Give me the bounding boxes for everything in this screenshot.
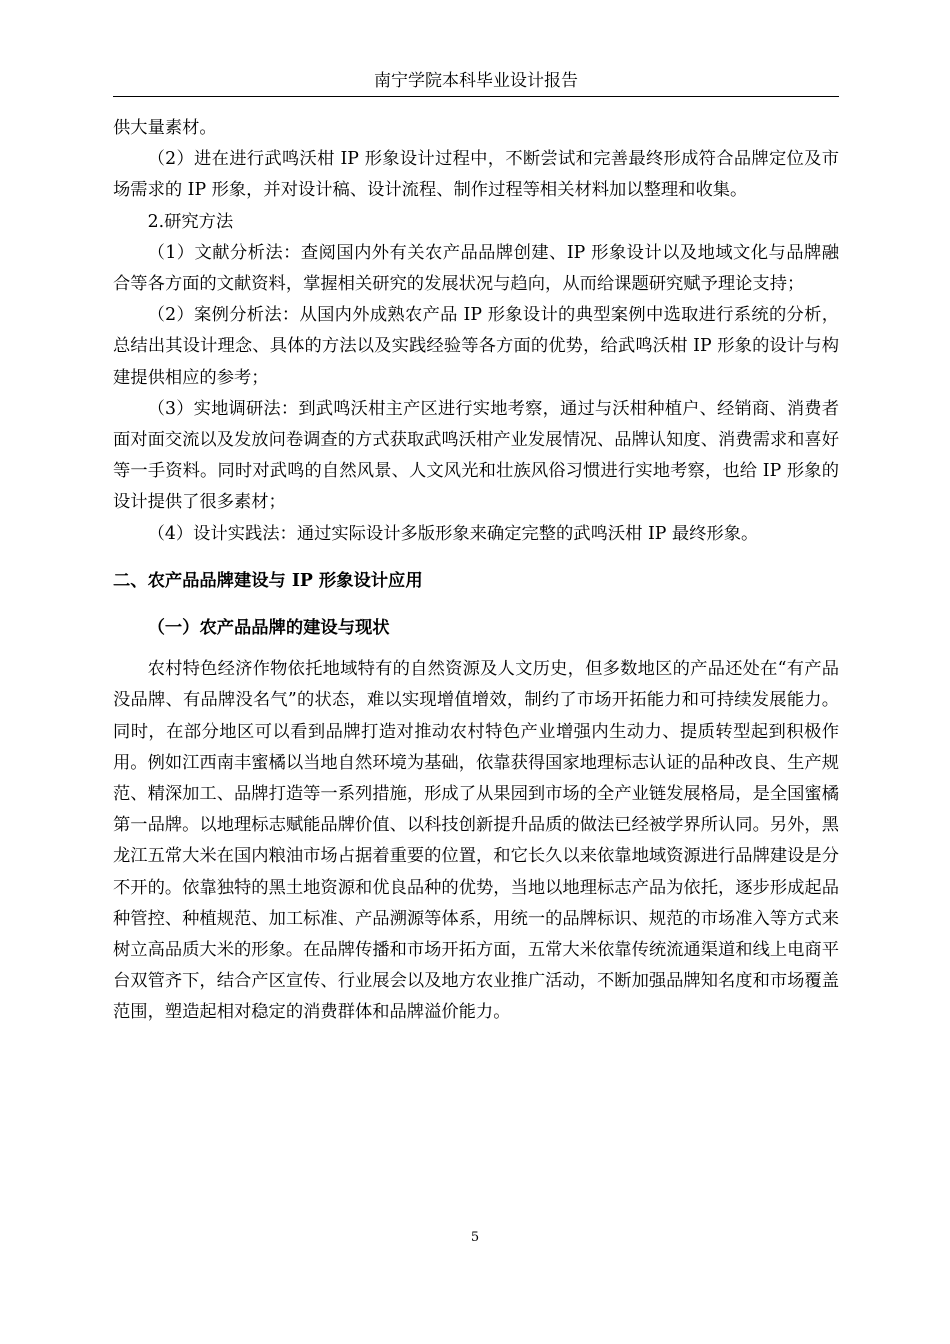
subheading-research-methods: 2.研究方法 bbox=[147, 211, 234, 232]
page-header bbox=[113, 66, 839, 97]
paragraph-method-3: （3）实地调研法：到武鸣沃柑主产区进行实地考察，通过与沃柑种植户、经销商、消费者面对面交流以及发放问卷调查的方式获取武鸣沃柑产业发展情况、品牌认知度、消费需求和喜好等一手资料。同时对武鸣的自然风景、人文风光和壮族风俗习惯进行实地考察，也给 IP 形象的设计提供了很多素材； bbox=[113, 398, 839, 513]
paragraph-brand-status: 农村特色经济作物依托地域特有的自然资源及人文历史，但多数地区的产品还处在“有产品没品牌、有品牌没名气”的状态，难以实现增值增效，制约了市场开拓能力和可持续发展能力。同时，在部分地区可以看到品牌打造对推动农村特色产业增强内生动力、提质转型起到积极作用。例如江西南丰蜜橘以当地自然环境为基础，依靠获得国家地理标志认证的品种改良、生产规范、精深加工、品牌打造等一系列措施，形成了从果园到市场的全产业链发展格局，是全国蜜橘第一品牌。以地理标志赋能品牌价值、以科技创新提升品质的做法已经被学界所认同。另外，黑龙江五常大米在国内粮油市场占据着重要的位置，和它长久以来依靠地域资源进行品牌建设是分不开的。依靠独特的黑土地资源和优良品种的优势，当地以地理标志产品为依托，逐步形成起品种管控、种植规范、加工标准、产品溯源等体系，用统一的品牌标识、规范的市场准入等方式来树立高品质大米的形象。在品牌传播和市场开拓方面，五常大米依靠传统流通渠道和线上电商平台双管齐下，结合产区宣传、行业展会以及地方农业推广活动，不断加强品牌知名度和市场覆盖范围，塑造起相对稳定的消费群体和品牌溢价能力。 bbox=[113, 659, 839, 1023]
paragraph-continued: 供大量素材。 bbox=[113, 118, 217, 138]
paragraph-method-1: （1）文献分析法：查阅国内外有关农产品品牌创建、IP 形象设计以及地域文化与品牌融合等各方面的文献资料，掌握相关研究的发展状况与趋向，从而给课题研究赋予理论支持； bbox=[113, 242, 839, 295]
subsection-heading: （一）农产品品牌的建设与现状 bbox=[147, 618, 390, 639]
document-body bbox=[113, 113, 839, 1029]
header-title: 南宁学院本科毕业设计报告 bbox=[374, 71, 578, 91]
section-heading: 二、农产品品牌建设与 IP 形象设计应用 bbox=[113, 570, 423, 591]
paragraph-method-4: （4）设计实践法：通过实际设计多版形象来确定完整的武鸣沃柑 IP 最终形象。 bbox=[147, 523, 759, 544]
paragraph-item-2: （2）进在进行武鸣沃柑 IP 形象设计过程中，不断尝试和完善最终形成符合品牌定位及市场需求的 IP 形象，并对设计稿、设计流程、制作过程等相关材料加以整理和收集。 bbox=[113, 149, 839, 201]
page-number: 5 bbox=[470, 1230, 480, 1245]
paragraph-method-2: （2）案例分析法：从国内外成熟农产品 IP 形象设计的典型案例中选取进行系统的分析，总结出其设计理念、具体的方法以及实践经验等各方面的优势，给武鸣沃柑 IP 形象的设计与构建提供相应的参考； bbox=[113, 305, 839, 388]
